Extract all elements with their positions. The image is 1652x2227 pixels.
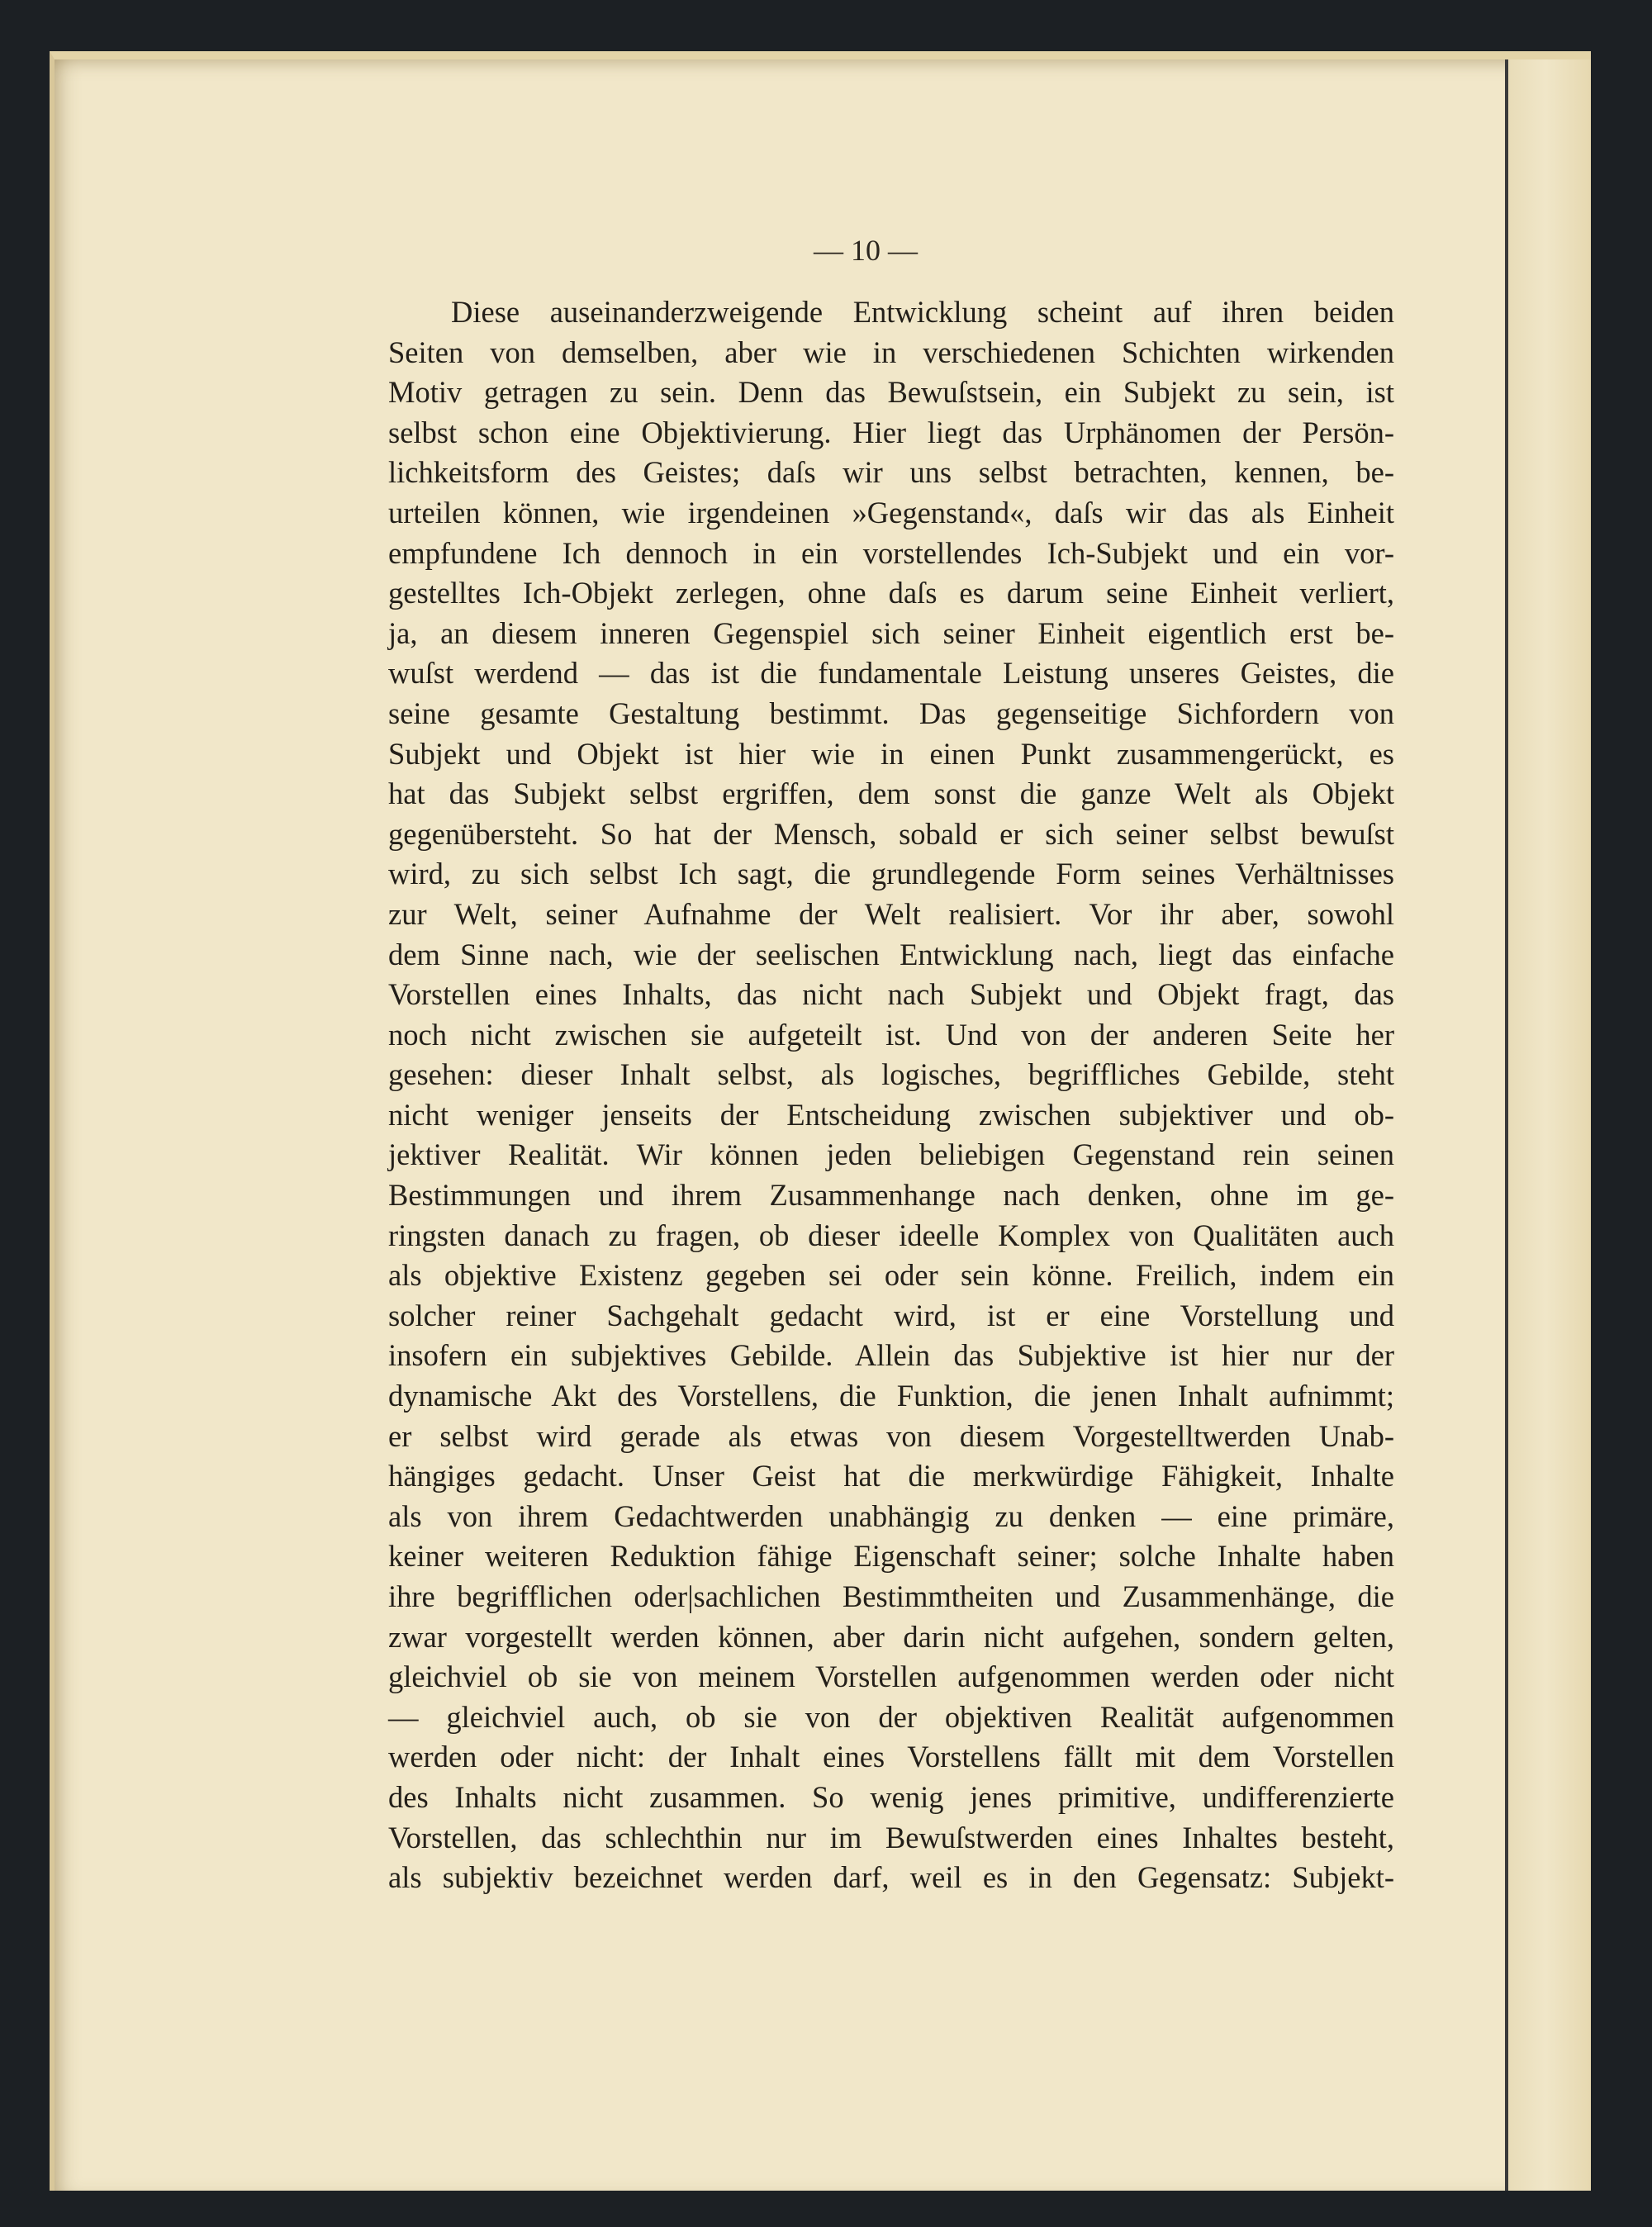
text-line: Seiten von demselben, aber wie in verschiedenen Schichten wirkenden [388, 335, 1394, 369]
text-line: dynamische Akt des Vorstellens, die Funktion, die jenen Inhalt aufnimmt; [388, 1379, 1394, 1413]
text-line: gegenübersteht. So hat der Mensch, sobald er sich seiner selbst bewuſst [388, 816, 1394, 851]
body-paragraph [388, 292, 1394, 1898]
text-line: Diese auseinanderzweigende Entwicklung scheint auf ihren beiden [451, 295, 1394, 329]
text-line: als subjektiv bezeichnet werden darf, weil es in den Gegensatz: Subjekt- [388, 1860, 1394, 1895]
text-line: nicht weniger jenseits der Entscheidung zwischen subjektiver und ob- [388, 1097, 1394, 1132]
text-line: ihre begrifflichen oder|sachlichen Bestimmtheiten und Zusammenhänge, die [388, 1579, 1394, 1613]
text-line: gleichviel ob sie von meinem Vorstellen aufgenommen werden oder nicht [388, 1660, 1394, 1694]
text-line: empfundene Ich dennoch in ein vorstellendes Ich-Subjekt und ein vor- [388, 535, 1394, 570]
text-line: werden oder nicht: der Inhalt eines Vorstellens fällt mit dem Vorstellen [388, 1740, 1394, 1774]
text-line: jektiver Realität. Wir können jeden beliebigen Gegenstand rein seinen [388, 1137, 1394, 1172]
text-line: selbst schon eine Objektivierung. Hier liegt das Urphänomen der Persön- [388, 415, 1394, 449]
text-line: hat das Subjekt selbst ergriffen, dem sonst die ganze Welt als Objekt [388, 776, 1394, 811]
text-line: Motiv getragen zu sein. Denn das Bewuſstsein, ein Subjekt zu sein, ist [388, 375, 1394, 410]
text-line: zur Welt, seiner Aufnahme der Welt realisiert. Vor ihr aber, sowohl [388, 896, 1394, 931]
text-line: gesehen: dieser Inhalt selbst, als logisches, begriffliches Gebilde, steht [388, 1057, 1394, 1092]
text-line: wuſst werdend — das ist die fundamentale Leistung unseres Geistes, die [388, 656, 1394, 691]
text-line: des Inhalts nicht zusammen. So wenig jenes primitive, undifferenzierte [388, 1779, 1394, 1814]
next-page-edge [1505, 59, 1591, 2191]
text-line: als von ihrem Gedachtwerden unabhängig zu denken — eine primäre, [388, 1498, 1394, 1533]
text-line: seine gesamte Gestaltung bestimmt. Das gegenseitige Sichfordern von [388, 696, 1394, 730]
text-line: insofern ein subjektives Gebilde. Allein das Subjektive ist hier nur der [388, 1338, 1394, 1373]
text-line: solcher reiner Sachgehalt gedacht wird, ist er eine Vorstellung und [388, 1298, 1394, 1332]
text-line: als objektive Existenz gegeben sei oder sein könne. Freilich, indem ein [388, 1258, 1394, 1293]
page-number: — 10 — [814, 234, 918, 267]
text-line: hängiges gedacht. Unser Geist hat die merkwürdige Fähigkeit, Inhalte [388, 1459, 1394, 1493]
text-line: zwar vorgestellt werden können, aber darin nicht aufgehen, sondern gelten, [388, 1619, 1394, 1654]
text-line: gestelltes Ich-Objekt zerlegen, ohne daſs es darum seine Einheit verliert, [388, 576, 1394, 610]
text-line: ringsten danach zu fragen, ob dieser ideelle Komplex von Qualitäten auch [388, 1218, 1394, 1252]
text-line: Bestimmungen und ihrem Zusammenhange nach denken, ohne im ge- [388, 1178, 1394, 1213]
text-line: Vorstellen eines Inhalts, das nicht nach Subjekt und Objekt fragt, das [388, 977, 1394, 1012]
text-line: keiner weiteren Reduktion fähige Eigenschaft seiner; solche Inhalte haben [388, 1539, 1394, 1574]
text-line: Subjekt und Objekt ist hier wie in einen Punkt zusammengerückt, es [388, 736, 1394, 771]
text-line: lichkeitsform des Geistes; daſs wir uns selbst betrachten, kennen, be- [388, 455, 1394, 490]
text-line: er selbst wird gerade als etwas von diesem Vorgestelltwerden Unab- [388, 1418, 1394, 1453]
text-line: ja, an diesem inneren Gegenspiel sich seiner Einheit eigentlich erst be- [388, 615, 1394, 650]
text-line: urteilen können, wie irgendeinen »Gegenstand«, daſs wir das als Einheit [388, 495, 1394, 529]
text-line: wird, zu sich selbst Ich sagt, die grundlegende Form seines Verhältnisses [388, 857, 1394, 891]
text-line: Vorstellen, das schlechthin nur im Bewuſstwerden eines Inhaltes besteht, [388, 1820, 1394, 1854]
text-line: dem Sinne nach, wie der seelischen Entwicklung nach, liegt das einfache [388, 937, 1394, 971]
text-line: — gleichviel auch, ob sie von der objektiven Realität aufgenommen [388, 1699, 1394, 1734]
text-line: noch nicht zwischen sie aufgeteilt ist. Und von der anderen Seite her [388, 1017, 1394, 1052]
